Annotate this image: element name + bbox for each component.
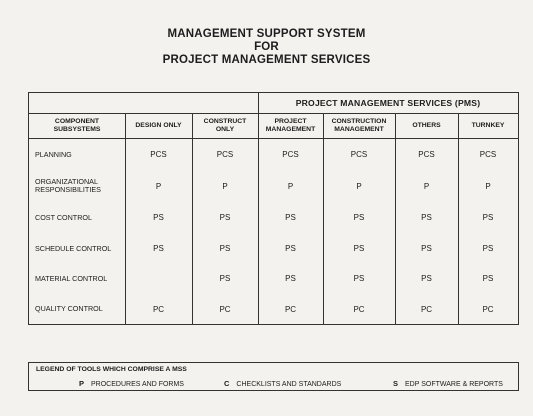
table-cell: P: [287, 181, 294, 191]
legend-code: C: [224, 379, 230, 388]
table-cell: PS: [285, 274, 296, 283]
legend-text: EDP SOFTWARE & REPORTS: [405, 381, 503, 388]
table-cell: P: [356, 181, 362, 191]
table-cell: PCS: [418, 150, 435, 159]
table-cell: PCS: [150, 150, 167, 159]
table-cell: PS: [219, 244, 231, 253]
table-cell: PC: [482, 304, 494, 314]
table-cell: PC: [353, 304, 365, 314]
table-cell: PS: [421, 213, 432, 222]
table-cell: PS: [482, 244, 494, 253]
table-cell: PC: [284, 304, 297, 314]
document-title: [0, 28, 533, 67]
table-cell: P: [485, 181, 491, 191]
legend-text: CHECKLISTS AND STANDARDS: [236, 381, 342, 388]
table-cell: PS: [285, 244, 296, 253]
row-label: PLANNING: [35, 149, 72, 159]
legend-title: LEGEND OF TOOLS WHICH COMPRISE A MSS: [36, 366, 187, 373]
column-header: COMPONENT SUBSYSTEMS: [53, 117, 101, 133]
table-cell: PC: [420, 304, 433, 314]
row-label: QUALITY CONTROL: [35, 304, 103, 313]
table-cell: PS: [353, 213, 365, 222]
table-cell: P: [155, 181, 162, 191]
table-cell: PS: [421, 244, 432, 253]
row-label: SCHEDULE CONTROL: [35, 243, 112, 253]
legend-code: P: [79, 379, 85, 388]
table-cell: PC: [219, 304, 231, 314]
table-cell: PS: [482, 274, 494, 283]
pms-header: PROJECT MANAGEMENT SERVICES (PMS): [295, 98, 481, 108]
column-header: DESIGN ONLY: [135, 121, 182, 129]
title-line-2: FOR: [254, 41, 279, 53]
table-cell: PS: [219, 213, 231, 222]
table-cell: PCS: [479, 150, 497, 159]
table-cell: PS: [219, 274, 231, 283]
legend-text: PROCEDURES AND FORMS: [91, 381, 184, 388]
legend-code: S: [393, 379, 399, 388]
table-cell: PS: [153, 244, 164, 253]
table-cell: PS: [285, 213, 296, 222]
column-header: PROJECT MANAGEMENT: [265, 117, 316, 133]
table-cell: P: [222, 181, 228, 191]
column-header: CONSTRUCTION MANAGEMENT: [331, 117, 387, 133]
legend-item-edp-software: [393, 379, 503, 388]
table-cell: PS: [353, 244, 365, 253]
table-cell: PS: [353, 274, 365, 283]
title-line-1: MANAGEMENT SUPPORT SYSTEM: [167, 28, 366, 40]
table-cell: P: [423, 181, 430, 191]
row-label: MATERIAL CONTROL: [35, 273, 108, 283]
legend-box: [28, 362, 519, 391]
table-cell: PC: [152, 304, 165, 314]
row-label: COST CONTROL: [35, 212, 92, 222]
services-matrix-table: [28, 92, 519, 325]
table-cell: PCS: [216, 150, 234, 159]
legend-item-procedures: [79, 379, 184, 388]
column-header: TURNKEY: [471, 121, 505, 129]
table-cell: PS: [421, 274, 432, 283]
table-cell: PS: [153, 213, 164, 222]
table-cell: [125, 263, 192, 294]
row-label: ORGANIZATIONAL RESPONSIBILITIES: [35, 177, 101, 194]
table-cell: PCS: [282, 150, 299, 159]
table-cell: PCS: [350, 150, 368, 159]
table-cell: PS: [482, 213, 494, 222]
legend-item-checklists: [224, 379, 341, 388]
column-header: OTHERS: [412, 121, 441, 129]
title-line-3: PROJECT MANAGEMENT SERVICES: [162, 54, 371, 66]
column-header: CONSTRUCT ONLY: [203, 117, 247, 133]
